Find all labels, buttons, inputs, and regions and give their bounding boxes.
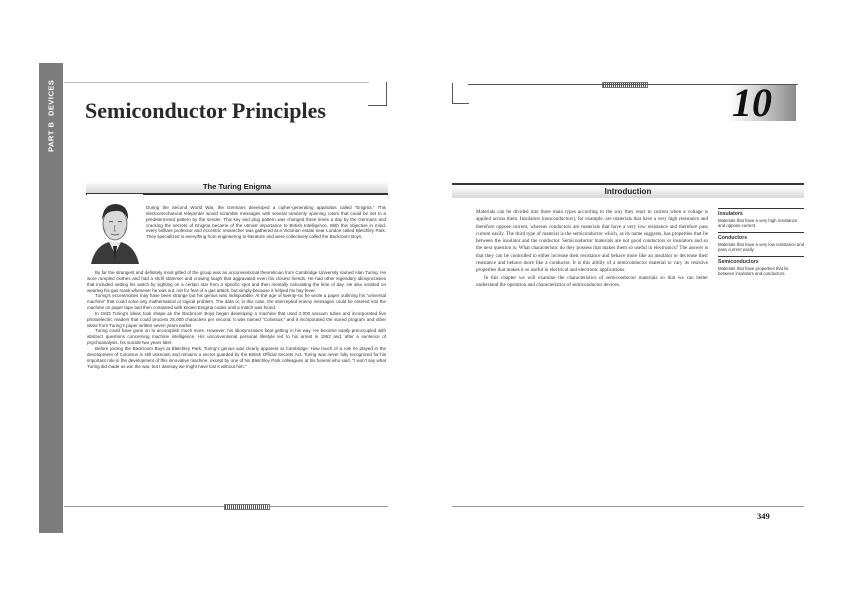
page-number: 349 xyxy=(757,511,770,521)
sidebar-box-title: The Turing Enigma xyxy=(86,181,388,195)
part-label: PART B xyxy=(46,122,56,153)
margin-glossary xyxy=(718,208,804,279)
intro-paragraph: In this chapter we will examine the characteristics of semiconductor materials so that we can better understand the operation and characteristics of semiconductor devices. xyxy=(476,274,708,288)
glossary-term: Semiconductors xyxy=(718,258,759,265)
chapter-number: 10 xyxy=(728,85,796,121)
part-side-label xyxy=(39,66,63,166)
sidebar-paragraph: Turing could have gone on to accomplish much more. However, his idiosyncrasies kept getting in his way. He became totally preoccupied with abstract questions concerning machine intelligence. His unconventional personal lifestyle led to his arrest in 1952 and, after a sentence of psychoanalysis, his suicide two years later. xyxy=(87,328,386,346)
glossary-entry xyxy=(718,208,804,229)
sidebar-paragraph: Turing’s eccentricities may have been strange but his genius was indisputable. At the age of twenty-six he wrote a paper outlining his “universal machine” that could solve any mathematical or logical problem. The data or, in this case, the intercepted enemy messages could be entered into the machine on paper tape and then compared with known Enigma codes until a match was found. xyxy=(87,293,386,311)
intro-paragraph: Materials can be divided into three main types according to the way they react to current when a voltage is applied across them. Insulators (nonconductors), for example, are materials that have a very high resistance and therefore oppose current, whereas conductors are materials that have a very low resistance and therefore pass current easily. The third type of material is the semiconductor which, as its name suggests, has properties that lie between the insulator and the conductor. Semiconductor materials are not good conductors or insulators and so the next question is: What characteristic do they possess that makes them so useful in electronics? The answer is that they can be controlled to either increase their resistance and behave more like an insulator or decrease their resistance and behave more like a conductor. It is this ability of a semiconductor material to vary its resistive properties that makes it so useful in electrical and electronic applications. xyxy=(476,209,708,274)
sidebar-paragraph: During the Second World War, the Germans developed a cipher-generating apparatus called “Enigma.” This electromechanical teleprinter would scramble messages with several randomly spinning rotors that could be set to a predetermined pattern by the sender. This key and plug pattern was changed three times a day by the Germans and cracking the secrets of Enigma became of the utmost importance to British Intelligence. With this objective in mind, every brilliant professor and eccentric researcher was gathered at a Victorian estate near London called Bletchley Park. They specialized in everything from engineering to literature and were collectively called the Backroom Boys. xyxy=(146,205,386,240)
alan-turing-portrait xyxy=(87,194,143,264)
sidebar-paragraph: In 1943 Turing’s ideas took shape as the Backroom Boys began developing a machine that used 2,000 vacuum tubes and incorporated five photoelectric readers that could process 25,000 characters per second. It was named “Colossus,” and it incorporated the stored program and other ideas from Turing’s paper written seven years earlier. xyxy=(87,310,386,328)
chapter-title: Semiconductor Principles xyxy=(85,98,326,123)
sidebar-body xyxy=(87,270,386,369)
glossary-term: Insulators xyxy=(718,211,743,217)
section-label: DEVICES xyxy=(46,79,56,117)
bottom-rule-right xyxy=(452,506,804,507)
corner-bracket-left xyxy=(368,82,387,106)
corner-bracket-right xyxy=(452,83,469,104)
glossary-definition: Materials that have a very low resistance and pass current easily. xyxy=(718,241,804,253)
glossary-definition: Materials that have a very high resistance and oppose current. xyxy=(718,218,798,229)
sidebar-body-wrap xyxy=(146,205,386,240)
top-rule-left xyxy=(64,82,369,83)
sidebar-paragraph: Before joining the Backroom Boys at Bletchley Park, Turing’s genius was clearly apparent at Cambridge. How much of a role he played in the development of Colossus is still unknown and remains a secret guarded by the British Official Secrets Act. Turing was never fully recognized for his important role in the development of this innovative machine, except by one of his Bletchley Park colleagues at his funeral who said, “I won’t say what Turing did made us win the war, but I daresay we might have lost it without him.” xyxy=(87,345,386,369)
glossary-entry xyxy=(718,232,804,253)
section-title: Introduction xyxy=(452,183,804,198)
intro-body xyxy=(476,209,708,289)
glossary-entry xyxy=(718,256,804,277)
glossary-term: Conductors xyxy=(718,234,748,241)
glossary-definition: Materials that have properties that lie between insulators and conductors. xyxy=(718,265,789,277)
ornament-right xyxy=(602,82,648,88)
ornament-left xyxy=(224,504,270,510)
sidebar-paragraph: By far the strangest and definitely most gifted of the group was an unconventional theoretician from Cambridge University named Alan Turing. He wore rumpled clothes and had a shrill stammer and crowing laugh that aggravated even his closest friends. He had other legendary idiosyncrasies that included setting his watch by sighting on a certain star from a specific spot and then mentally calculating the time of day. He also insisted on wearing his gas mask whenever he was out, not for fear of a gas attack, but simply because it helped his hay fever. xyxy=(87,270,386,293)
